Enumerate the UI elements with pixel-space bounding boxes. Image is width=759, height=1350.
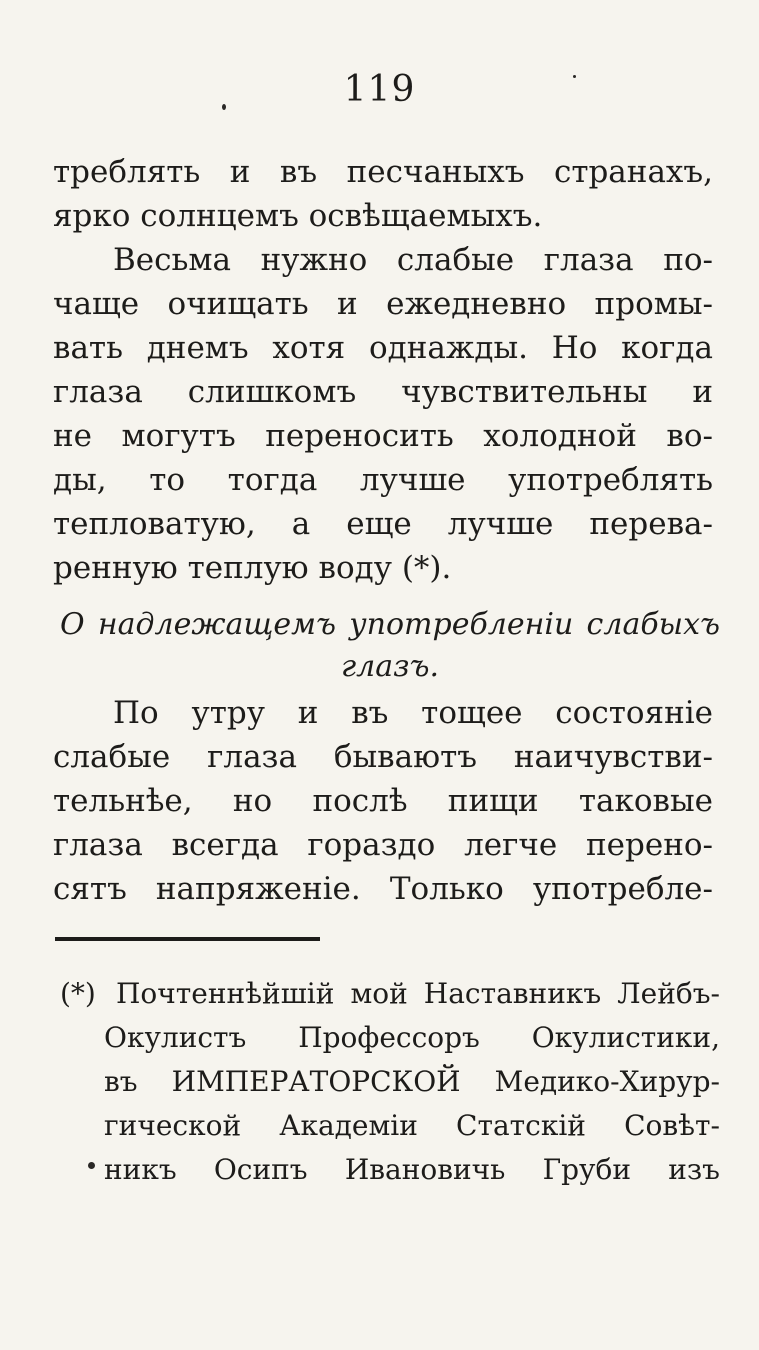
footnote-line: гической Академіи Статскій Совѣт- bbox=[104, 1109, 720, 1142]
heading-line: О надлежащемъ употребленіи слабыхъ bbox=[60, 607, 720, 642]
text-line: глаза всегда гораздо легче перено- bbox=[53, 827, 713, 863]
footnote-line: въ ИМПЕРАТОРСКОЙ Медико-Хирур- bbox=[104, 1065, 720, 1098]
footnote-marker: (*) bbox=[60, 977, 96, 1010]
text-line: треблять и въ песчаныхъ странахъ, bbox=[53, 154, 713, 190]
text-line: Весьма нужно слабые глаза по- bbox=[113, 242, 713, 278]
text-line: По утру и въ тощее состояніе bbox=[113, 695, 713, 731]
text-line: не могутъ переносить холодной во- bbox=[53, 418, 713, 454]
footnote-line: Окулистъ Профессоръ Окулистики, bbox=[104, 1021, 720, 1054]
ink-speck bbox=[573, 75, 576, 78]
page-number: 119 bbox=[343, 69, 416, 110]
ink-speck bbox=[88, 1162, 95, 1169]
text-line: ды, то тогда лучше употреблять bbox=[53, 462, 713, 498]
footnote-rule bbox=[55, 937, 320, 941]
text-line: ярко солнцемъ освѣщаемыхъ. bbox=[53, 198, 543, 234]
text-line: глаза слишкомъ чувствительны и bbox=[53, 374, 713, 410]
ink-speck bbox=[222, 104, 226, 110]
text-line: тельнѣе, но послѣ пищи таковые bbox=[53, 783, 713, 819]
footnote-line: Почтеннѣйшій мой Наставникъ Лейбъ- bbox=[116, 977, 720, 1010]
heading-line: глазъ. bbox=[340, 649, 440, 684]
text-line: чаще очищать и ежедневно промы- bbox=[53, 286, 713, 322]
text-line: слабые глаза бываютъ наичувстви- bbox=[53, 739, 713, 775]
footnote-line: никъ Осипъ Ивановичь Груби изъ bbox=[104, 1153, 720, 1186]
text-line: вать днемъ хотя однажды. Но когда bbox=[53, 330, 713, 366]
text-line: ренную теплую воду (*). bbox=[53, 550, 452, 586]
text-line: сятъ напряженіе. Только употребле- bbox=[53, 871, 713, 907]
text-line: тепловатую, а еще лучше перева- bbox=[53, 506, 713, 542]
